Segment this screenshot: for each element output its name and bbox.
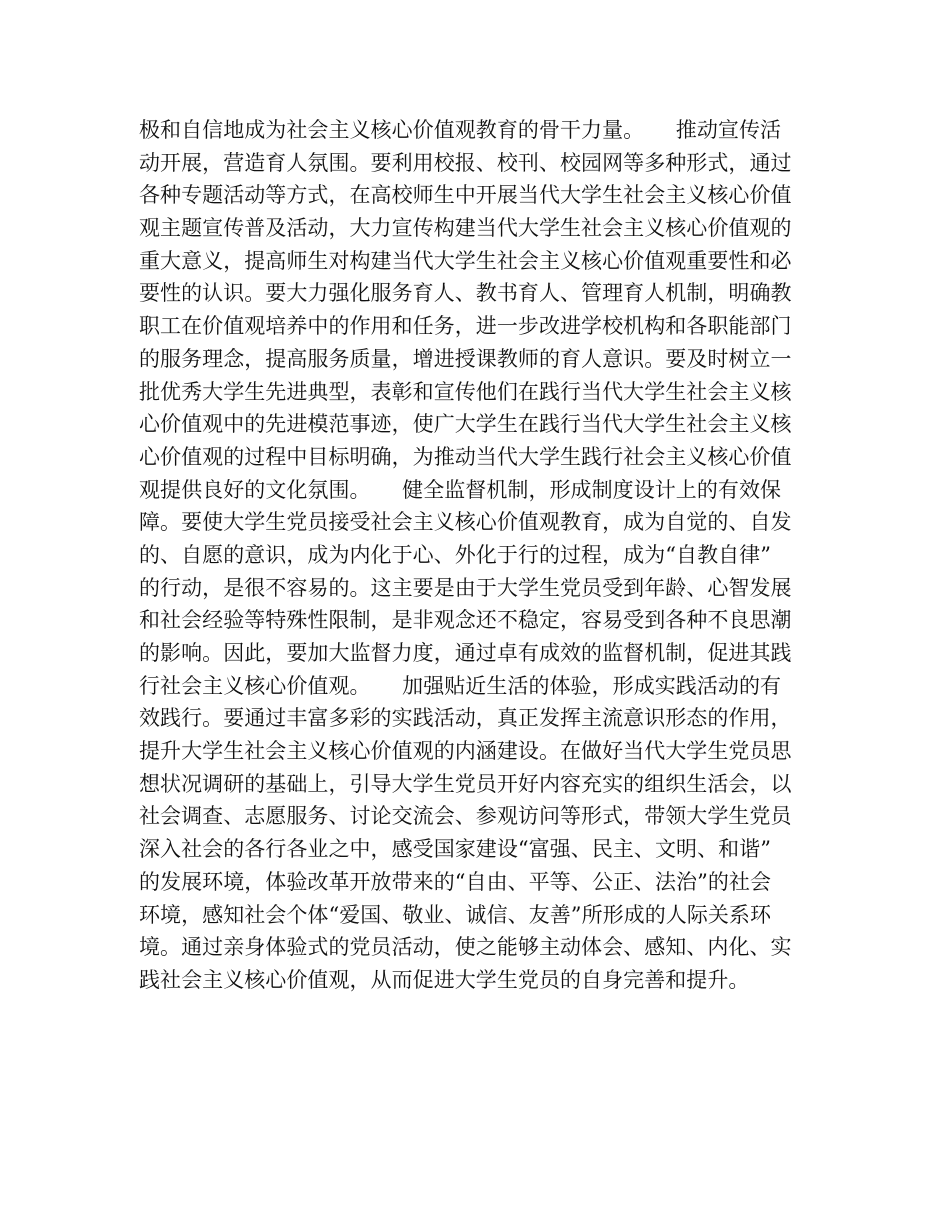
text-line: 想状况调研的基础上，引导大学生党员开好内容充实的组织生活会，以 [139, 771, 792, 796]
text-line: 观提供良好的文化氛围。 健全监督机制，形成制度设计上的有效保 [139, 477, 782, 502]
text-line: 的发展环境，体验改革开放带来的“自由、平等、公正、法治”的社会 [139, 869, 772, 894]
body-text [139, 114, 819, 997]
text-line: 的、自愿的意识，成为内化于心、外化于行的过程，成为“自教自律” [139, 542, 772, 567]
text-line: 和社会经验等特殊性限制，是非观念还不稳定，容易受到各种不良思潮 [139, 608, 792, 633]
text-line: 践社会主义核心价值观，从而促进大学生党员的自身完善和提升。 [139, 967, 750, 992]
text-line: 提升大学生社会主义核心价值观的内涵建设。在做好当代大学生党员思 [139, 739, 792, 764]
text-line: 职工在价值观培养中的作用和任务，进一步改进学校机构和各职能部门 [139, 314, 792, 339]
text-line: 重大意义，提高师生对构建当代大学生社会主义核心价值观重要性和必 [139, 248, 792, 273]
text-line: 境。通过亲身体验式的党员活动，使之能够主动体会、感知、内化、实 [139, 935, 792, 960]
text-line: 心价值观中的先进模范事迹，使广大学生在践行当代大学生社会主义核 [139, 412, 792, 437]
text-line: 的行动，是很不容易的。这主要是由于大学生党员受到年龄、心智发展 [139, 575, 792, 600]
text-line: 社会调查、志愿服务、讨论交流会、参观访问等形式，带领大学生党员 [139, 804, 792, 829]
text-line: 心价值观的过程中目标明确，为推动当代大学生践行社会主义核心价值 [139, 444, 792, 469]
text-line: 批优秀大学生先进典型，表彰和宣传他们在践行当代大学生社会主义核 [139, 379, 792, 404]
text-line: 环境，感知社会个体“爱国、敬业、诚信、友善”所形成的人际关系环 [139, 902, 772, 927]
text-line: 障。要使大学生党员接受社会主义核心价值观教育，成为自觉的、自发 [139, 510, 792, 535]
text-line: 极和自信地成为社会主义核心价值观教育的骨干力量。 推动宣传活 [139, 118, 782, 142]
text-line: 的服务理念，提高服务质量，增进授课教师的育人意识。要及时树立一 [139, 346, 792, 371]
text-line: 观主题宣传普及活动，大力宣传构建当代大学生社会主义核心价值观的 [139, 216, 792, 241]
text-line: 动开展，营造育人氛围。要利用校报、校刊、校园网等多种形式，通过 [139, 150, 792, 175]
text-line: 要性的认识。要大力强化服务育人、教书育人、管理育人机制，明确教 [139, 281, 792, 306]
text-line: 深入社会的各行各业之中，感受国家建设“富强、民主、文明、和谐” [139, 837, 772, 862]
text-line: 的影响。因此，要加大监督力度，通过卓有成效的监督机制，促进其践 [139, 641, 792, 665]
text-line: 各种专题活动等方式，在高校师生中开展当代大学生社会主义核心价值 [139, 183, 792, 208]
text-line: 效践行。要通过丰富多彩的实践活动，真正发挥主流意识形态的作用， [139, 706, 792, 731]
text-line: 行社会主义核心价值观。 加强贴近生活的体验，形成实践活动的有 [139, 673, 782, 698]
